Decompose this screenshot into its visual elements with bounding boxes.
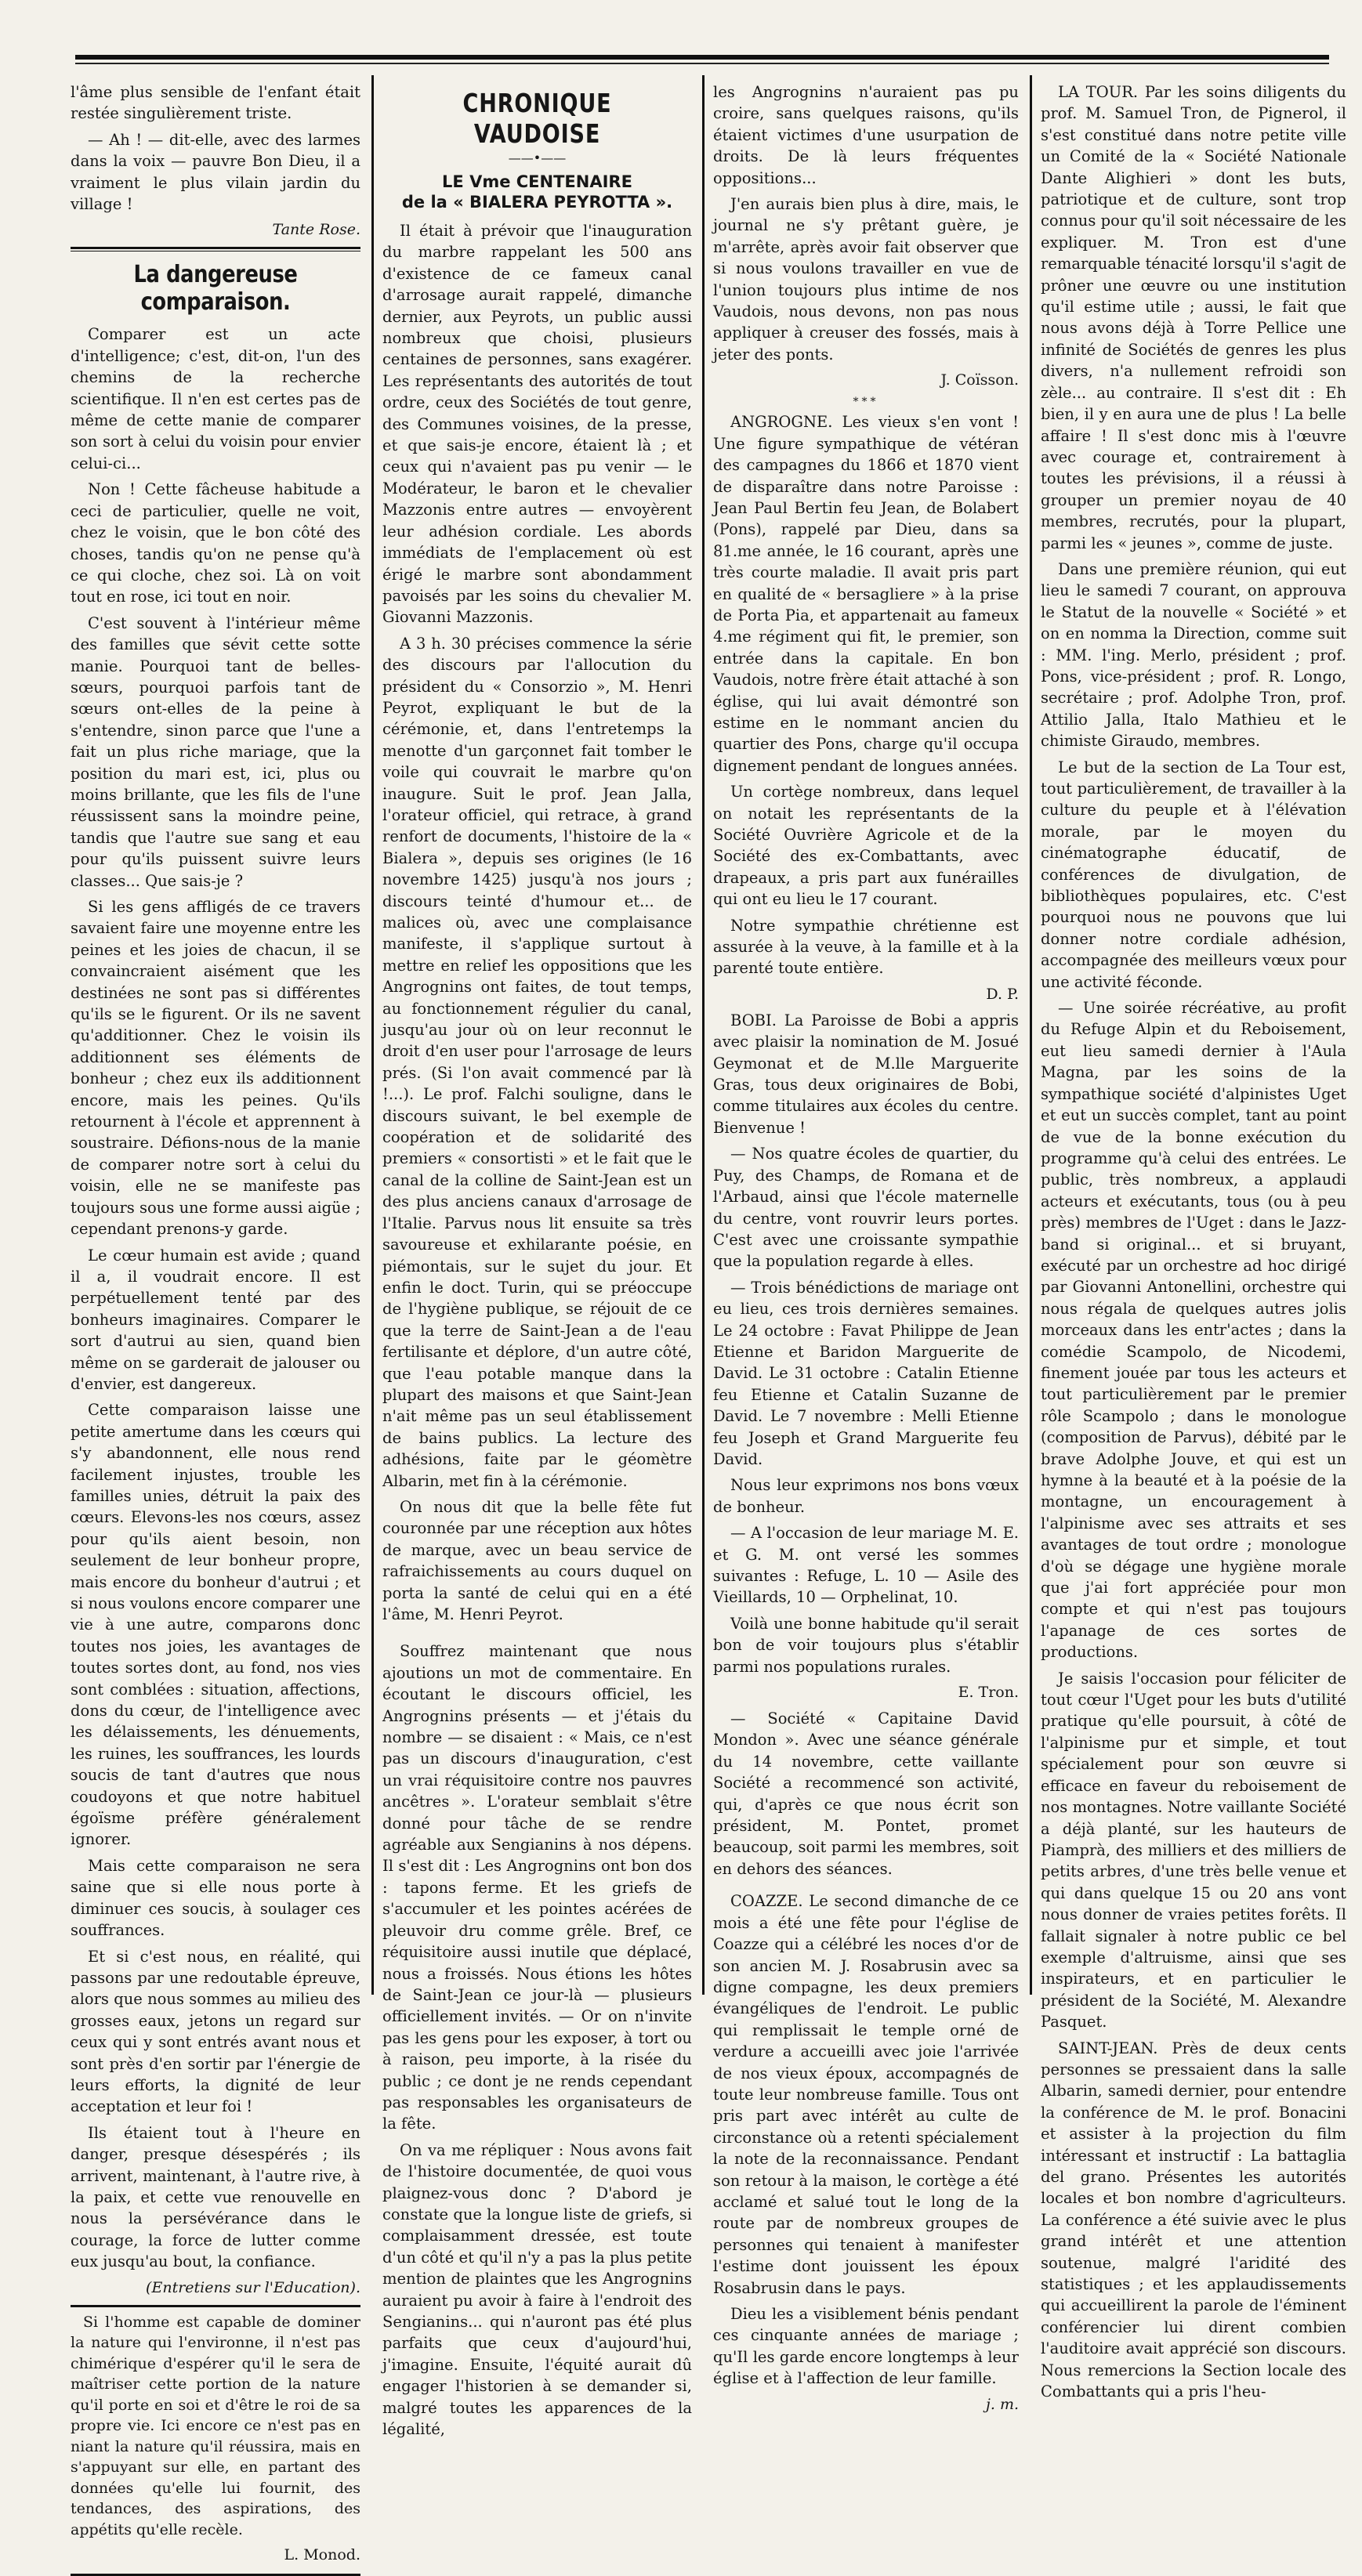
article-title: La dangereuse comparaison. bbox=[133, 261, 298, 317]
ornament: ——•—— bbox=[508, 150, 567, 165]
paragraph: Si l'homme est capable de dominer la nature qui l'environne, il n'est pas chimérique d'espérer qu'il le sera de maîtriser cette portion de la nature qu'il porte en soi et d'être le roi de sa propre vie. Ici encore ce n'est pas en niant la nature qu'il réussira, mais en s'appuyant sur elle, en partant des données qu'elle lui fournit, des tendances, des aspirations, des appétits qu'elle recèle. bbox=[71, 2313, 360, 2538]
boxed-note bbox=[71, 2305, 360, 2576]
separator-rule bbox=[71, 247, 360, 251]
paragraph: Il était à prévoir que l'inauguration du marbre rappelant les 500 ans d'existence de ce fameux canal d'arrosage aurait rappelé, dimanche dernier, aux Peyrots, un public aussi nombreux que choisi, plusieurs centaines de personnes, sans exagérer. Les représentants des autorités de tout ordre, ceux des Sociétés de tout genre, des Communes voisines, de la presse, et que sais-je encore, étaient là ; et ceux qui n'avaient pas pu venir — le Modérateur, le baron et le chevalier Mazzonis entre autres — envoyèrent leur adhésion cordiale. Les abords immédiats de l'emplacement où est érigé le marbre sont abondamment pavoisés par les soins du chevalier M. Giovanni Mazzonis. bbox=[382, 222, 692, 627]
paragraph: Dans une première réunion, qui eut lieu le samedi 7 courant, on approuva le Statut de la nouvelle « Société » et on en nomma la Direction, comme suit : MM. l'ing. Merlo, président ; prof. Pons, vice-président ; prof. R. Longo, secrétaire ; prof. Adolphe Tron, prof. Attilio Jalla, Italo Mathieu et le chimiste Giraudo, membres. bbox=[1041, 559, 1346, 751]
paragraph: J'en aurais bien plus à dire, mais, le journal ne s'y prêtant guère, je m'arrête, après avoir fait observer que si nous voulons travailler en vue de l'union toujours plus intime de nos Vaudois, nous devons, non pas nous appliquer à creuser des fossés, mais à jeter des ponts. bbox=[713, 195, 1019, 364]
column-3 bbox=[713, 81, 1019, 2413]
paragraph: On nous dit que la belle fête fut couronnée par une réception aux hôtes de marque, avec un beau service de rafraichissements au cours duquel on porta la santé de celui qui en a été l'âme, M. Henri Peyrot. bbox=[382, 1497, 692, 1623]
paragraph: Non ! Cette fâcheuse habitude a ceci de particulier, quelle ne voit, chez le voisin, que le bon côté des choses, tandis qu'on ne pense qu'à ce qui cloche, chez soi. Là on voit tout en rose, ici tout en noir. bbox=[71, 480, 360, 606]
signature: J. Coïsson. bbox=[940, 371, 1019, 389]
signature: j. m. bbox=[985, 2395, 1019, 2413]
signature: E. Tron. bbox=[958, 1684, 1019, 1702]
article-subtitle: de la « BIALERA PEYROTTA ». bbox=[401, 193, 673, 212]
paragraph: Notre sympathie chrétienne est assurée à la veuve, à la famille et à la parenté toute entière. bbox=[713, 916, 1019, 978]
paragraph: Et si c'est nous, en réalité, qui passons par une redoutable épreuve, alors que nous sommes au milieu des grosses eaux, jetons un regard sur ceux qui y sont entrés avant nous et sont près d'en sortir par l'énergie de leurs efforts, la dignité de leur acceptation et leur foi ! bbox=[71, 1947, 360, 2116]
column-divider bbox=[371, 75, 374, 1995]
paragraph: — Nos quatre écoles de quartier, du Puy, des Champs, de Romana et de l'Arbaud, ainsi que l'école maternelle du centre, vont rouvrir leurs portes. C'est avec une croissante sympathie que la population regarde à elles. bbox=[713, 1145, 1019, 1271]
column-divider bbox=[1030, 75, 1032, 1995]
paragraph: l'âme plus sensible de l'enfant était restée singulièrement triste. bbox=[71, 83, 360, 123]
paragraph: Un cortège nombreux, dans lequel on notait les représentants de la Société Ouvrière Agricole et de la Société des ex-Combattants, avec drapeaux, a pris part aux funérailles qui ont eu lieu le 17 courant. bbox=[713, 783, 1019, 909]
paragraph: Comparer est un acte d'intelligence; c'est, dit-on, l'un des chemins de la recherche scientifique. Il n'en est certes pas de même de cette manie de comparer son sort à celui du voisin pour envier celui-ci... bbox=[71, 325, 360, 472]
paragraph: — Trois bénédictions de mariage ont eu lieu, ces trois dernières semaines. Le 24 octobre : Favat Philippe de Jean Etienne et Baridon Marguerite de David. Le 31 octobre : Catalin Etienne feu Etienne et Catalin Suzanne de David. Le 7 novembre : Melli Etienne feu Joseph et Grand Marguerite feu David. bbox=[713, 1278, 1019, 1468]
paragraph: BOBI. La Paroisse de Bobi a appris avec plaisir la nomination de M. Josué Geymonat et de M.lle Marguerite Gras, tous deux originaires de Bobi, comme titulaires aux écoles du centre. Bienvenue ! bbox=[713, 1011, 1019, 1137]
column-1 bbox=[71, 81, 360, 2564]
paragraph: On va me répliquer : Nous avons fait de l'histoire documentée, de quoi vous plaignez-vous donc ? D'abord je constate que la longue liste de griefs, si complaisamment dressée, est toute d'un côté et qu'il n'y a pas la plus petite mention de plaintes que les Angrognins auraient pu avoir à faire à l'endroit des Sengianins... qui n'auront pas été plus parfaits que ceux d'aujourd'hui, j'imagine. Ensuite, l'équité aurait dû engager l'historien à se demander si, malgré toutes les apparences de la légalité, bbox=[382, 2140, 692, 2439]
paragraph: — Société « Capitaine David Mondon ». Avec une séance générale du 14 novembre, cette vaillante Société a recommencé son activité, qui, d'après ce que nous écrit son président, M. Pontet, promet beaucoup, soit parmi les membres, soit en dehors des séances. bbox=[713, 1709, 1019, 1878]
paragraph: les Angrognins n'auraient pas pu croire, sans quelques raisons, qu'ils étaient victimes d'une usurpation de droits. De là leurs fréquentes oppositions... bbox=[713, 83, 1019, 187]
paragraph: Mais cette comparaison ne sera saine que si elle nous porte à diminuer ces soucis, à soulager ces souffrances. bbox=[71, 1856, 360, 1940]
column-4 bbox=[1041, 81, 1346, 2401]
paragraph: — A l'occasion de leur mariage M. E. et G. M. ont versé les sommes suivantes : Refuge, L. 10 — Asile des Vieillards, 10 — Orphelinat, 10. bbox=[713, 1524, 1019, 1607]
paragraph: Le cœur humain est avide ; quand il a, il voudrait encore. Il est perpétuellement tenté par des bonheurs imaginaires. Comparer le sort d'autrui au sien, quand bien même on se garderait de jalouser ou d'envier, est dangereux. bbox=[71, 1246, 360, 1393]
paragraph: Ils étaient tout à l'heure en danger, presque désespérés ; ils arrivent, maintenant, à l'autre rive, à la paix, et cette vue renouvelle en nous la persévérance dans le courage, la force de lutter comme eux jusqu'au bout, la confiance. bbox=[71, 2123, 360, 2271]
paragraph: COAZZE. Le second dimanche de ce mois a été une fête pour l'église de Coazze qui a célébré les noces d'or de son ancien M. J. Rosabrusin avec sa digne compagne, les deux premiers évangéliques de l'endroit. Le public qui remplissait le temple orné de verdure a accueilli avec joie l'arrivée de nos vieux époux, accompagnés de toute leur nombreuse famille. Tous ont pris part avec intérêt au culte de circonstance où a retenti spécialement la note de la reconnaissance. Pendant son retour à la maison, le cortège a été acclamé et salué tout le long de la route par de nombreux groupes de personnes qui tenaient à manifester l'estime dont jouissent les époux Rosabrusin dans le pays. bbox=[713, 1892, 1019, 2297]
paragraph: Nous leur exprimons nos bons vœux de bonheur. bbox=[713, 1476, 1019, 1516]
section-title: CHRONIQUE VAUDOISE bbox=[462, 88, 612, 149]
top-rule-thin bbox=[75, 63, 1329, 64]
column-divider bbox=[702, 75, 705, 1995]
paragraph: A 3 h. 30 précises commence la série des discours par l'allocution du président du « Consorzio », M. Henri Peyrot, expliquant le but de la cérémonie, et, dans l'entretemps la menotte d'un garçonnet fait tomber le voile qui couvrait le marbre qu'on inaugure. Suit le prof. Jean Jalla, l'orateur officiel, qui retrace, à grand renfort de documents, l'histoire de la « Bialera », depuis ses origines (le 16 novembre 1425) jusqu'à nos jours ; discours teinté d'humour et... de malices où, avec une complaisance manifeste, il s'applique surtout à mettre en relief les oppositions que les Angrognins ont faites, de tout temps, au fonctionnement régulier du canal, jusqu'au jour où on leur reconnut le droit d'en user pour l'arrosage de leurs prés. (Si l'on avait commencé par là !...). Le prof. Falchi souligne, dans le discours suivant, le bel exemple de coopération et de solidarité des premiers « consortisti » et le fait que le canal de la colline de Saint-Jean est un des plus anciens canaux d'arrosage de l'Italie. Parvus nous lit ensuite sa très savoureuse et exhilarante poésie, en piémontais, sur le sujet du jour. Et enfin le doct. Turin, qui se préoccupe de l'hygiène publique, se réjouit de ce que la terre de Saint-Jean a de l'eau fertilisante et déplore, d'un autre côté, que l'eau potable manque dans la plupart des maisons et que Saint-Jean n'ait même pas un seul établissement de bains publics. La lecture des adhésions, faite par le géomètre Albarin, met fin à la cérémonie. bbox=[382, 634, 692, 1490]
paragraph: — Ah ! — dit-elle, avec des larmes dans la voix — pauvre Bon Dieu, il a vraiment le plus vilain jardin du village ! bbox=[71, 130, 360, 214]
article-subtitle: LE Vme CENTENAIRE bbox=[442, 172, 632, 191]
signature: L. Monod. bbox=[284, 2546, 360, 2564]
paragraph: ANGROGNE. Les vieux s'en vont ! Une figure sympathique de vétéran des campagnes du 1866 et 1870 vient de disparaître dans notre Paroisse : Jean Paul Bertin feu Jean, de Bolabert (Pons), rappelé par Dieu, dans sa 81.me année, le 16 courant, après une très courte maladie. Il avait pris part en qualité de « bersagliere » à la prise de Porta Pia, et appartenait au fameux 4.me régiment qui fit, le premier, son entrée dans la capitale. En bon Vaudois, notre frère était attaché à son église, qui lui avait démontré son estime en le nommant ancien du quartier des Pons, charge qu'il occupa dignement pendant de longues années. bbox=[713, 413, 1019, 775]
paragraph: — Une soirée récréative, au profit du Refuge Alpin et du Reboisement, eut lieu samedi dernier à l'Aula Magna, par les soins de la sympathique société d'alpinistes Uget et eut un succès complet, tant au point de vue de la bonne exécution du programme qu'à celui des entrées. Le public, très nombreux, a applaudi acteurs et exécutants, tous (ou à peu près) membres de l'Uget : dans le Jazz-band si original... et si bruyant, exécuté par un orchestre ad hoc dirigé par Giovanni Antonellini, orchestre qui nous régala de quelques autres jolis morceaux dans les entr'actes ; dans la comédie Scampolo, de Nicodemi, finement jouée par tous les acteurs et tout particulièrement par le premier rôle Scampolo ; dans le monologue (composition de Parvus), débité par le brave Adolphe Jouve, et qui est un hymne à la beauté et à la poésie de la montagne, un encouragement à l'alpinisme avec ses attraits et ses avantages de tout ordre ; monologue d'où se dégage une hygiène morale que j'ai fort appréciée pour mon compte et qui n'est pas toujours l'apanage de ces sortes de productions. bbox=[1041, 999, 1346, 1662]
top-rule bbox=[75, 55, 1329, 60]
paragraph: Je saisis l'occasion pour féliciter de tout cœur l'Uget pour les buts d'utilité pratique qu'elle poursuit, à côté de l'alpinisme pur et simple, et tout spécialement pour son œuvre si efficace en faveur du reboisement de nos montagnes. Notre vaillante Société a déjà planté, sur les hauteurs de Piamprà, des milliers et des milliers de petits arbres, d'une très belle venue et qui dans quelque 15 ou 20 ans vont nous donner de vraies petites forêts. Il fallait signaler à notre public ce bel exemple d'altruisme, ainsi que ses inspirateurs, et en particulier le président de la Société, M. Alexandre Pasquet. bbox=[1041, 1669, 1346, 2031]
paragraph: Voilà une bonne habitude qu'il serait bon de voir toujours plus s'établir parmi nos populations rurales. bbox=[713, 1614, 1019, 1676]
separator-asterisks: *** bbox=[853, 396, 879, 409]
signature: D. P. bbox=[986, 985, 1019, 1003]
paragraph: Le but de la section de La Tour est, tout particulièrement, de travailler à la culture du peuple et à l'élévation morale, par le moyen du cinématographe éducatif, de conférences de divulgation, de bibliothèques populaires, etc. C'est pourquoi nous ne pouvons que lui donner notre cordiale adhésion, accompagnée des meilleurs vœux pour une activité féconde. bbox=[1041, 758, 1346, 991]
signature: Tante Rose. bbox=[272, 221, 360, 239]
article-source: (Entretiens sur l'Education). bbox=[146, 2278, 360, 2296]
paragraph: SAINT-JEAN. Près de deux cents personnes se pressaient dans la salle Albarin, samedi dernier, pour entendre la conférence de M. le prof. Bonacini et assister à la projection du film intéressant et instructif : La battaglia del grano. Présentes les autorités locales et bon nombre d'agriculteurs. La conférence a été suivie avec le plus grand intérêt et une attention soutenue, malgré l'aridité des statistiques ; et les applaudissements qui accueillirent la parole de l'éminent conférencier lui dirent combien l'auditoire avait apprécié son discours. Nous remercions la Section locale des Combattants qui a pris l'heu- bbox=[1041, 2039, 1346, 2401]
column-2 bbox=[382, 81, 692, 2439]
paragraph: C'est souvent à l'intérieur même des familles que sévit cette sotte manie. Pourquoi tant de belles-sœurs, pourquoi parfois tant de sœurs ont-elles de la peine à s'entendre, sinon parce que l'une a fait un plus riche mariage, que la position du mari est, ici, plus ou moins brillante, que les fils de l'une réussissent sans la moindre peine, tandis que l'autre sue sang et eau pour qu'ils puissent suivre leurs classes... Que sais-je ? bbox=[71, 613, 360, 890]
paragraph: Si les gens affligés de ce travers savaient faire une moyenne entre les peines et les joies de chacun, il se convaincraient aisément que les destinées ne sont pas si différentes qu'ils se le figurent. Or ils ne savent qu'additionner. Chez le voisin ils additionnent ses éléments de bonheur ; chez eux ils additionnent encore, mais les peines. Qu'ils retournent à l'école et apprennent à soustraire. Défions-nous de la manie de comparer notre sort à celui du voisin, elle ne se manifeste pas toujours sous une forme aussi aigüe ; cependant prenons-y garde. bbox=[71, 898, 360, 1239]
paragraph: Dieu les a visiblement bénis pendant ces cinquante années de mariage ; qu'Il les garde encore longtemps à leur église et à l'affection de leur famille. bbox=[713, 2305, 1019, 2388]
paragraph: LA TOUR. Par les soins diligents du prof. M. Samuel Tron, de Pignerol, il s'est constitué dans notre petite ville un Comité de la « Société Nationale Dante Alighieri » dont les buts, patriotique et de culture, sont trop connus pour qu'il soit nécessaire de les expliquer. M. Tron est d'une remarquable ténacité lorsqu'il s'agit de prôner une œuvre ou une institution qu'il estime utile ; aussi, le fait que nous avons déjà à Torre Pellice une infinité de Sociétés de genres les plus divers, n'a nullement refroidi son zèle... au contraire. Il s'est dit : Eh bien, il y en aura une de plus ! La belle affaire ! Il s'est donc mis à l'œuvre avec courage et, contrairement à toutes les prévisions, il a réussi à grouper un premier noyau de 40 membres, recrutés, pour la plupart, parmi les « jeunes », comme de juste. bbox=[1041, 83, 1346, 552]
paragraph: Souffrez maintenant que nous ajoutions un mot de commentaire. En écoutant le discours officiel, les Angrognins présents — et j'étais du nombre — se disaient : « Mais, ce n'est pas un discours d'inauguration, c'est un vrai réquisitoire contre nos pauvres ancêtres ». L'orateur semblait s'être donné pour tâche de se rendre agréable aux Sengianins à nos dépens. Il s'est dit : Les Angrognins ont bon dos : tapons ferme. Et les griefs de s'accumuler et les pointes acérées de pleuvoir dru comme grêle. Bref, ce réquisitoire aussi inutile que déplacé, nous a froissés. Nous étions les hôtes de Saint-Jean ce jour-là — plusieurs officiellement invités. — Or on n'invite pas les gens pour les exposer, à tort ou à raison, peu importe, à la risée du public ; ce dont je ne rends cependant pas responsables les organisateurs de la fête. bbox=[382, 1642, 692, 2133]
paragraph: Cette comparaison laisse une petite amertume dans les cœurs qui s'y abandonnent, elle nous rend facilement injustes, trouble les familles unies, détruit la paix des cœurs. Elevons-les nos cœurs, assez pour qu'ils aient besoin, non seulement de leur bonheur propre, mais encore du bonheur d'autrui ; et si nous voulons encore comparer une vie à une autre, comparons donc toutes nos joies, les avantages de toutes sortes dont, au fond, nos vies sont comblées : situation, affections, dons du cœur, de l'intelligence avec les délaissements, les dénuements, les ruines, les souffrances, les lourds soucis de tant d'autres que nous coudoyons et que notre habituel égoïsme préfère généralement ignorer. bbox=[71, 1401, 360, 1849]
